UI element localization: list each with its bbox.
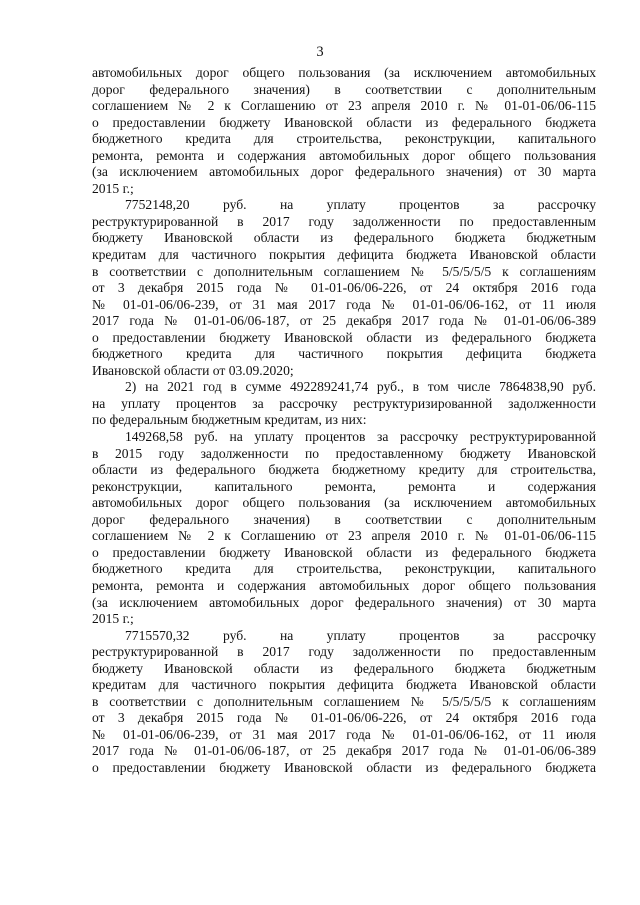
text-line: 2) на 2021 год в сумме 492289241,74 руб., в том числе 7864838,90 руб. (125, 379, 596, 395)
text-line: от 3 декабря 2015 года № 01-01-06/06-226, от 24 октября 2016 года (92, 710, 596, 726)
text-line: соглашением № 2 к Соглашению от 23 апреля 2010 г. № 01-01-06/06-115 (92, 98, 596, 114)
text-line: 2015 г.; (92, 611, 134, 627)
document-body (92, 65, 596, 777)
text-line: в соответствии с дополнительным соглашением № 5/5/5/5/5 к соглашениям (92, 263, 596, 279)
text-line: кредитам для частичного покрытия дефицита бюджета Ивановской области (92, 677, 596, 693)
text-line: ремонта, ремонта и содержания автомобильных дорог общего пользования (92, 577, 596, 593)
text-line: дорог федерального значения) в соответствии с дополнительным (92, 511, 596, 527)
text-line: области из федерального бюджета бюджетному кредиту для строительства, (92, 462, 596, 478)
text-line: дорог федерального значения) в соответствии с дополнительным (92, 81, 596, 97)
text-line: на уплату процентов за рассрочку реструктуризированной задолженности (92, 395, 596, 411)
text-line: (за исключением автомобильных дорог федерального значения) от 30 марта (92, 164, 596, 180)
text-line: ремонта, ремонта и содержания автомобильных дорог общего пользования (92, 147, 596, 163)
text-line: (за исключением автомобильных дорог федерального значения) от 30 марта (92, 594, 596, 610)
text-line: № 01-01-06/06-239, от 31 мая 2017 года № 01-01-06/06-162, от 11 июля (92, 726, 596, 742)
text-line: 2017 года № 01-01-06/06-187, от 25 декабря 2017 года № 01-01-06/06-389 (92, 313, 596, 329)
text-line: о предоставлении бюджету Ивановской области из федерального бюджета (92, 759, 596, 775)
text-line: бюджетного кредита для строительства, реконструкции, капитального (92, 131, 596, 147)
text-line: реструктурированной в 2017 году задолженности по предоставленным (92, 213, 596, 229)
text-line: 149268,58 руб. на уплату процентов за рассрочку реструктурированной (125, 429, 596, 445)
text-line: Ивановской области от 03.09.2020; (92, 362, 294, 378)
text-line: автомобильных дорог общего пользования (за исключением автомобильных (92, 65, 596, 80)
text-line: бюджетного кредита для строительства, реконструкции, капитального (92, 561, 596, 577)
text-line: в 2015 году задолженности по предоставленному бюджету Ивановской (92, 445, 596, 461)
text-line: 2015 г.; (92, 180, 134, 196)
text-line: реструктурированной в 2017 году задолженности по предоставленным (92, 644, 596, 660)
text-line: в соответствии с дополнительным соглашением № 5/5/5/5/5 к соглашениям (92, 693, 596, 709)
text-line: о предоставлении бюджету Ивановской области из федерального бюджета (92, 114, 596, 130)
text-line: 2017 года № 01-01-06/06-187, от 25 декабря 2017 года № 01-01-06/06-389 (92, 743, 596, 759)
text-line: соглашением № 2 к Соглашению от 23 апреля 2010 г. № 01-01-06/06-115 (92, 528, 596, 544)
text-line: реконструкции, капитального ремонта, ремонта и содержания (92, 478, 596, 494)
text-line: от 3 декабря 2015 года № 01-01-06/06-226, от 24 октября 2016 года (92, 280, 596, 296)
text-line: о предоставлении бюджету Ивановской области из федерального бюджета (92, 329, 596, 345)
text-line: № 01-01-06/06-239, от 31 мая 2017 года № 01-01-06/06-162, от 11 июля (92, 296, 596, 312)
page-number: 3 (316, 44, 324, 60)
text-line: 7752148,20 руб. на уплату процентов за рассрочку (125, 197, 596, 213)
text-line: бюджету Ивановской области из федерального бюджета бюджетным (92, 660, 596, 676)
text-line: бюджету Ивановской области из федерального бюджета бюджетным (92, 230, 596, 246)
text-line: кредитам для частичного покрытия дефицита бюджета Ивановской области (92, 247, 596, 263)
text-line: о предоставлении бюджету Ивановской области из федерального бюджета (92, 544, 596, 560)
text-line: автомобильных дорог общего пользования (за исключением автомобильных (92, 495, 596, 511)
text-line: по федеральным бюджетным кредитам, из них: (92, 412, 367, 428)
text-line: бюджетного кредита для частичного покрытия дефицита бюджета (92, 346, 596, 362)
text-line: 7715570,32 руб. на уплату процентов за рассрочку (125, 627, 596, 643)
